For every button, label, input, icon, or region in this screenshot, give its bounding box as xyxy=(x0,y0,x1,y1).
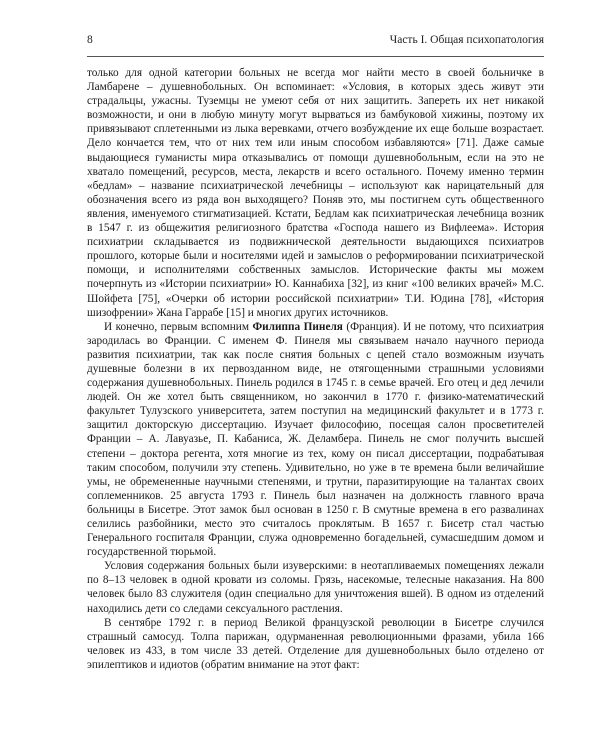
paragraph-1: только для одной категории больных не всегда мог найти место в своей больничке в Ламбарене – душевнобольных. Он вспоминает: «Условия, в которых здесь живут эти страдальцы, ужасны. Туземцы не умеют себя от них защитить. Запереть их нет никакой возможности, и они в любую минуту могут вырваться из бамбуковой хижины, поэтому их привязывают сплетенными из лыка веревками, отчего возбуждение их еще больше возрастает. Дело кончается тем, что от них тем или иным способом избавляются» [71]. Даже самые выдающиеся гуманисты мира отказывались от помощи душевнобольным, если на это не хватало помещений, ресурсов, места, лекарств и всего остального. Почему именно термин «бедлам» – название психиатрической лечебницы – используют как нарицательный для обозначения всего из ряда вон выходящего? Поняв это, мы постигнем суть общественного явления, именуемого стигматизацией. Кстати, Бедлам как психиатрическая лечебница возник в 1547 г. из общежития религиозного братства «Господа нашего из Вифлеема». История психиатрии складывается из подвижнической деятельности выдающихся психиатров прошлого, которые были и носителями идей и замыслов о реформировании психиатрической помощи, и исполнителями собственных замыслов. Исторические факты мы можем почерпнуть из «Истории психиатрии» Ю. Каннабиха [32], из книг «100 великих врачей» М.С. Шойфета [75], «Очерки об истории российской психиатрии» Т.И. Юдина [78], «История шизофрении» Жана Гаррабе [15] и многих других источников. xyxy=(87,67,544,319)
running-header xyxy=(87,34,544,46)
paragraph-3: Условия содержания больных были изуверскими: в неотапливаемых помещениях лежали по 8–13 человек в одной кровати из соломы. Грязь, насекомые, телесные наказания. На 800 человек было 83 служителя (один специально для уничтожения вшей). В одном из отделений находились дети со следами сексуального растления. xyxy=(87,560,544,615)
paragraph-2 xyxy=(87,320,544,560)
page-number: 8 xyxy=(87,34,93,46)
running-title: Часть I. Общая психопатология xyxy=(389,34,544,46)
body-text xyxy=(87,66,544,672)
paragraph-2-start: И конечно, первым вспомним xyxy=(104,320,253,333)
pinel-name: Филиппа Пинеля xyxy=(252,320,343,333)
paragraph-2-rest: (Франция). И не потому, что психиатрия зародилась во Франции. С именем Ф. Пинеля мы связываем начало научного периода развития психиатрии, так как после снятия больных с цепей стало возможным изучать душевные болезни в их первозданном виде, не отягощенными страшными условиями содержания душевнобольных. Пинель родился в 1745 г. в семье врачей. Его отец и дед лечили людей. Он же хотел быть священником, но закончил в 1770 г. физико-математический факультет Тулузского университета, затем поступил на медицинский факультет и в 1773 г. защитил докторскую диссертацию. Изучает философию, посещая салон просветителей Франции – А. Лавуазье, П. Кабаниса, Ж. Деламбера. Пинель не смог получить высшей степени – доктора регента, хотя многие из тех, кому он писал диссертации, подрабатывая таким способом, получили эту степень. Удивительно, но уже в те времена были величайшие умы, не обремененные научными степенями, и трутни, паразитирующие на талантах своих соплеменников. 25 августа 1793 г. Пинель был назначен на должность главного врача больницы в Бисетре. Этот замок был основан в 1250 г. В смутные времена в его развалинах селились разбойники, место это считалось проклятым. В 1657 г. Бисетр стал частью Генерального госпиталя Франции, служа одновременно богадельней, сумасшедшим домом и государственной тюрьмой. xyxy=(87,320,544,559)
paragraph-4: В сентябре 1792 г. в период Великой французской революции в Бисетре случился страшный самосуд. Толпа парижан, одурманенная революционными фразами, убила 166 человек из 433, в том числе 33 детей. Отделение для душевнобольных было отделено от эпилептиков и идиотов (обратим внимание на этот факт: xyxy=(87,616,544,671)
header-rule xyxy=(87,56,544,57)
